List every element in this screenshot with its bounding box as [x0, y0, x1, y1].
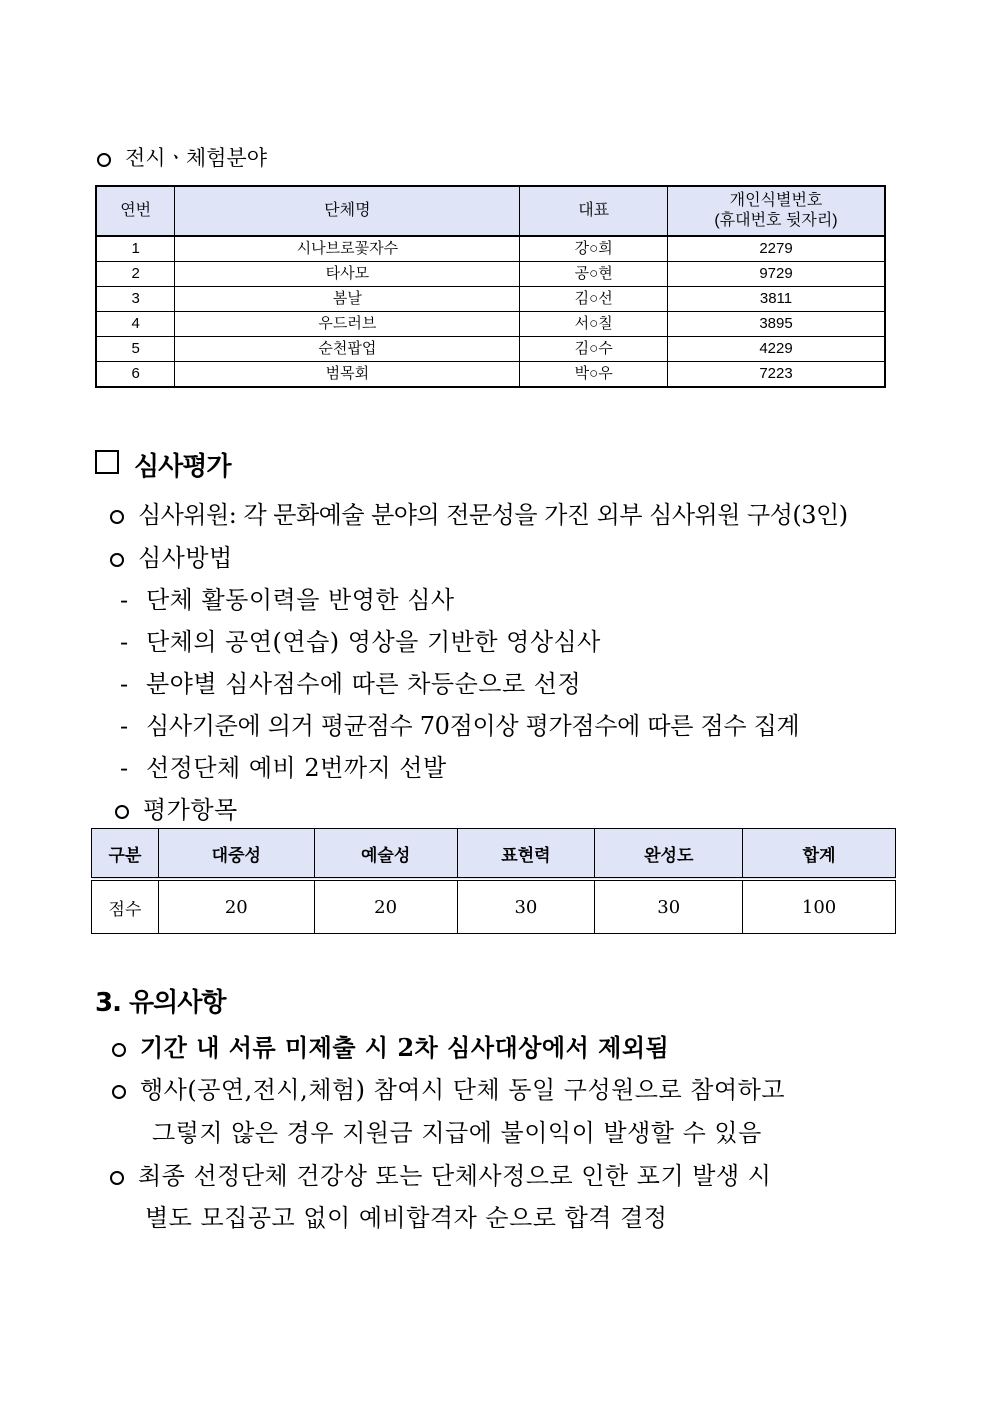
cell-org-name: 우드러브	[175, 312, 520, 337]
cell-number: 5	[96, 337, 175, 362]
dash-bullet-icon: -	[120, 670, 129, 698]
method-item	[120, 706, 799, 741]
note-item	[110, 1156, 771, 1191]
cell-number: 2	[96, 262, 175, 287]
note-continuation	[152, 1113, 762, 1148]
exhibit-section-title: 전시ㆍ체험분야	[125, 146, 268, 170]
eval-label-line	[115, 790, 238, 825]
table-row	[96, 312, 885, 337]
circle-bullet-icon	[110, 553, 124, 567]
circle-bullet-icon	[115, 805, 129, 819]
cell-representative: 김○선	[520, 287, 668, 312]
note-text: 행사(공연,전시,체험) 참여시 단체 동일 구성원으로 참여하고	[140, 1076, 786, 1104]
table-row	[96, 236, 885, 262]
method-text: 분야별 심사점수에 따른 차등순으로 선정	[146, 670, 582, 698]
cell-number: 4	[96, 312, 175, 337]
eval-header-expression: 표현력	[457, 829, 595, 880]
method-text: 단체 활동이력을 반영한 심사	[146, 586, 455, 614]
checkbox-square-icon	[95, 450, 119, 474]
dash-bullet-icon: -	[120, 586, 129, 614]
eval-cell-score: 30	[595, 879, 743, 934]
cell-representative: 김○수	[520, 337, 668, 362]
circle-bullet-icon	[110, 510, 124, 524]
cell-org-name: 시나브로꽃자수	[175, 236, 520, 262]
header-id-line2: (휴대번호 뒷자리)	[714, 212, 838, 229]
cell-number: 3	[96, 287, 175, 312]
organization-table	[95, 185, 886, 388]
table-row	[96, 337, 885, 362]
dash-bullet-icon: -	[120, 754, 129, 782]
eval-header-category: 구분	[92, 829, 159, 880]
cell-id: 4229	[668, 337, 886, 362]
table-row	[96, 262, 885, 287]
eval-label: 평가항목	[143, 796, 238, 824]
header-id-number	[668, 186, 886, 236]
circle-bullet-icon	[112, 1043, 126, 1057]
cell-id: 7223	[668, 362, 886, 388]
method-item	[120, 580, 455, 615]
method-label: 심사방법	[138, 544, 233, 572]
circle-bullet-icon	[112, 1085, 126, 1099]
circle-bullet-icon	[97, 153, 111, 167]
cell-representative: 강○희	[520, 236, 668, 262]
eval-score-row	[92, 879, 896, 934]
note-item	[112, 1070, 785, 1105]
eval-cell-score: 20	[314, 879, 457, 934]
eval-cell-score: 100	[743, 879, 896, 934]
note-item	[112, 1028, 669, 1063]
eval-header-completeness: 완성도	[595, 829, 743, 880]
eval-header-total: 합계	[743, 829, 896, 880]
header-representative: 대표	[520, 186, 668, 236]
cell-number: 1	[96, 236, 175, 262]
method-text: 선정단체 예비 2번까지 선발	[146, 754, 447, 782]
cell-representative: 서○칠	[520, 312, 668, 337]
cell-id: 2279	[668, 236, 886, 262]
method-label-line	[110, 538, 233, 573]
eval-cell-score: 20	[158, 879, 314, 934]
method-item	[120, 748, 447, 783]
cell-org-name: 타사모	[175, 262, 520, 287]
table-row	[96, 362, 885, 388]
cell-representative: 공○현	[520, 262, 668, 287]
note-text: 최종 선정단체 건강상 또는 단체사정으로 인한 포기 발생 시	[138, 1162, 772, 1190]
cell-number: 6	[96, 362, 175, 388]
cell-org-name: 범목회	[175, 362, 520, 388]
note-text: 기간 내 서류 미제출 시 2차 심사대상에서 제외됨	[140, 1033, 670, 1062]
header-org-name: 단체명	[175, 186, 520, 236]
method-text: 심사기준에 의거 평균점수 70점이상 평가점수에 따른 점수 집계	[146, 712, 800, 740]
note-text: 그렇지 않은 경우 지원금 지급에 불이익이 발생할 수 있음	[152, 1119, 762, 1147]
judges-text: 심사위원: 각 문화예술 분야의 전문성을 가진 외부 심사위원 구성(3인)	[138, 501, 848, 529]
note-text: 별도 모집공고 없이 예비합격자 순으로 합격 결정	[145, 1204, 668, 1232]
method-item	[120, 622, 601, 657]
header-number: 연번	[96, 186, 175, 236]
cell-id: 9729	[668, 262, 886, 287]
dash-bullet-icon: -	[120, 628, 129, 656]
header-id-line1: 개인식별번호	[729, 192, 823, 209]
cell-org-name: 봄날	[175, 287, 520, 312]
cell-org-name: 순천팝업	[175, 337, 520, 362]
cell-representative: 박○우	[520, 362, 668, 388]
eval-header-popularity: 대중성	[158, 829, 314, 880]
dash-bullet-icon: -	[120, 712, 129, 740]
judges-line	[110, 495, 848, 530]
note-continuation	[145, 1198, 667, 1233]
cell-id: 3895	[668, 312, 886, 337]
evaluation-table	[91, 828, 896, 934]
method-item	[120, 664, 581, 699]
table-header-row	[96, 186, 885, 236]
eval-cell-label: 점수	[92, 879, 159, 934]
review-heading: 심사평가	[134, 452, 231, 482]
method-text: 단체의 공연(연습) 영상을 기반한 영상심사	[146, 628, 601, 656]
circle-bullet-icon	[110, 1171, 124, 1185]
eval-header-artistry: 예술성	[314, 829, 457, 880]
notes-heading: 3. 유의사항	[95, 988, 226, 1018]
eval-cell-score: 30	[457, 879, 595, 934]
exhibit-section-label	[97, 142, 267, 172]
eval-header-row	[92, 829, 896, 880]
cell-id: 3811	[668, 287, 886, 312]
table-row	[96, 287, 885, 312]
